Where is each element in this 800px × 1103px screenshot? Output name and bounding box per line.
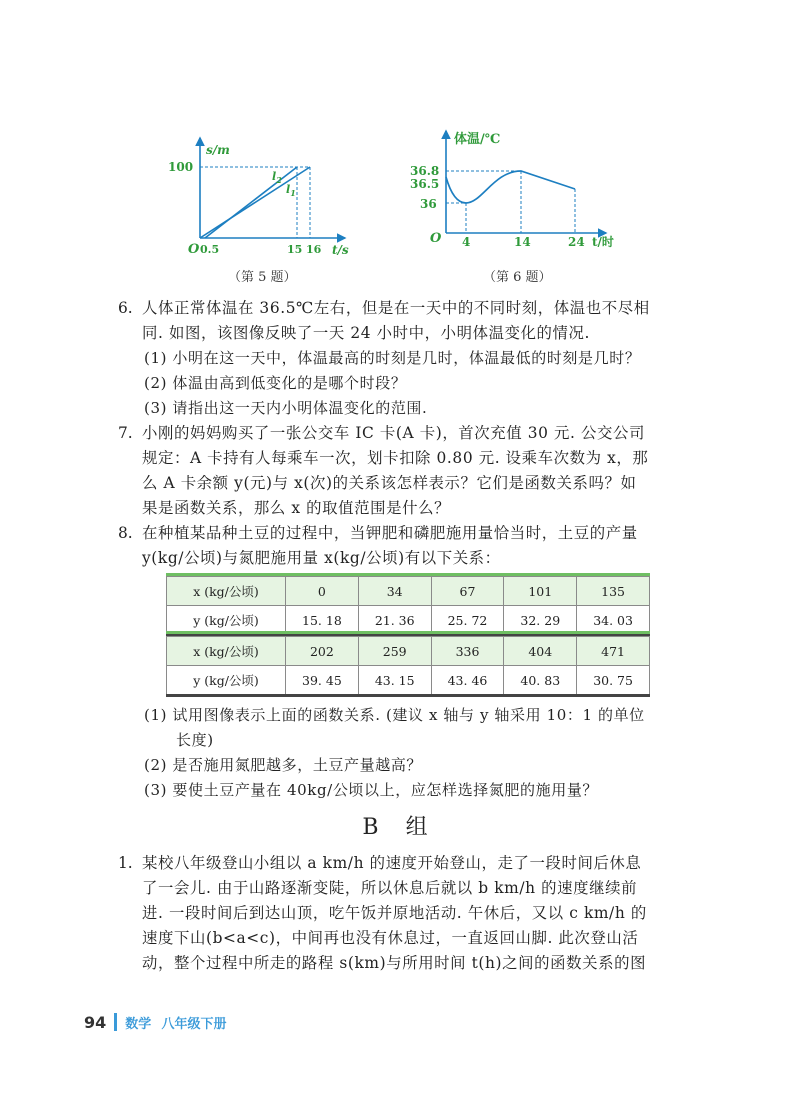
table-cell: 135 (577, 577, 650, 606)
table-cell: 0 (286, 577, 359, 606)
y-axis-label: s/m (206, 143, 230, 157)
table-cell: 67 (431, 577, 504, 606)
figure-6-graph (410, 125, 635, 260)
question-7-line-1: 小刚的妈妈购买了一张公交车 IC 卡(A 卡)，首次充值 30 元. 公交公司 (142, 424, 645, 442)
question-6-sub-3: (3) 请指出这一天内小明体温变化的范围. (144, 399, 428, 417)
origin-label: O (430, 231, 442, 246)
footer-divider (114, 1013, 117, 1031)
question-7-line-3: 么 A 卡余额 y(元)与 x(次)的关系该怎样表示？它们是函数关系吗？如 (142, 474, 637, 492)
b-question-1-number: 1. (118, 854, 133, 872)
question-8-sub-1: (1) 试用图像表示上面的函数关系. (建议 x 轴与 y 轴采用 10：1 的单位 (144, 706, 645, 724)
table-row-x (167, 637, 650, 666)
table-bottom-rule (166, 694, 650, 697)
row-label-y: y (kg/公顷) (167, 666, 286, 695)
question-6-sub-2: (2) 体温由高到低变化的是哪个时段？ (144, 374, 407, 392)
figure-5-graph (160, 130, 370, 260)
question-6-line-1: 人体正常体温在 36.5℃左右，但是在一天中的不同时刻，体温也不尽相 (142, 299, 650, 317)
data-table-part-2 (166, 636, 650, 695)
page-footer (84, 1013, 226, 1033)
table-cell: 34 (358, 577, 431, 606)
row-label-x: x (kg/公顷) (167, 637, 286, 666)
line-l1 (200, 167, 310, 238)
table-cell: 43. 15 (358, 666, 431, 695)
table-cell: 30. 75 (577, 666, 650, 695)
question-7-line-4: 果是函数关系，那么 x 的取值范围是什么？ (142, 499, 451, 517)
y-tick-100: 100 (168, 160, 194, 174)
table-cell: 15. 18 (286, 606, 359, 635)
table-cell: 43. 46 (431, 666, 504, 695)
table-cell: 39. 45 (286, 666, 359, 695)
question-6-sub-1: (1) 小明在这一天中，体温最高的时刻是几时，体温最低的时刻是几时？ (144, 349, 641, 367)
table-cell: 101 (504, 577, 577, 606)
x-tick-0-5: 0.5 (200, 243, 220, 256)
b-question-1-line-4: 速度下山(b<a<c)，中间再也没有休息过，一直返回山脚. 此次登山活 (142, 929, 639, 947)
table-row-y (167, 666, 650, 695)
table-mid-green-rule (166, 631, 650, 634)
figure-6-caption: （第 6 题） (483, 270, 552, 285)
question-8-line-2: y(kg/公顷)与氮肥施用量 x(kg/公顷)有以下关系： (142, 549, 501, 567)
b-question-1-line-3: 进. 一段时间后到达山顶，吃午饭并原地活动. 午休后，又以 c km/h 的 (142, 904, 647, 922)
question-6-number: 6. (118, 299, 133, 317)
question-7-line-2: 规定：A 卡持有人每乘车一次，划卡扣除 0.80 元. 设乘车次数为 x，那 (142, 449, 649, 467)
footer-book: 八年级下册 (161, 1017, 227, 1032)
table-cell: 471 (577, 637, 650, 666)
y-tick-36-5: 36.5 (410, 177, 440, 191)
b-question-1-line-5: 动，整个过程中所走的路程 s(km)与所用时间 t(h)之间的函数关系的图 (142, 954, 647, 972)
question-6-line-2: 同. 如图，该图像反映了一天 24 小时中，小明体温变化的情况. (142, 324, 591, 342)
b-question-1-line-1: 某校八年级登山小组以 a km/h 的速度开始登山，走了一段时间后休息 (142, 854, 642, 872)
line-label-l1: $l_1$ (286, 183, 296, 198)
x-tick-24: 24 (568, 235, 585, 249)
question-8-number: 8. (118, 524, 133, 542)
question-7-number: 7. (118, 424, 133, 442)
question-8-sub-1-cont: 长度) (176, 731, 214, 749)
line-l2 (205, 167, 297, 238)
x-tick-16: 16 (306, 243, 322, 256)
table-cell: 34. 03 (577, 606, 650, 635)
table-cell: 336 (431, 637, 504, 666)
row-label-y: y (kg/公顷) (167, 606, 286, 635)
table-cell: 32. 29 (504, 606, 577, 635)
table-cell: 25. 72 (431, 606, 504, 635)
y-tick-36-8: 36.8 (410, 164, 440, 178)
origin-label: O (188, 242, 200, 257)
line-label-l2: $l_2$ (272, 170, 282, 185)
table-cell: 202 (286, 637, 359, 666)
figure-5-caption: （第 5 题） (228, 270, 297, 285)
table-cell: 259 (358, 637, 431, 666)
table-cell: 404 (504, 637, 577, 666)
x-axis-label: t/s (332, 243, 349, 257)
table-cell: 40. 83 (504, 666, 577, 695)
footer-subject: 数学 (125, 1017, 152, 1032)
table-cell: 21. 36 (358, 606, 431, 635)
x-axis-label: t/时 (592, 235, 614, 249)
y-tick-36: 36 (420, 197, 437, 211)
temperature-curve (446, 171, 575, 203)
y-axis-label: 体温/℃ (454, 132, 501, 147)
x-tick-4: 4 (462, 235, 471, 249)
x-tick-14: 14 (514, 235, 531, 249)
table-row-x (167, 577, 650, 606)
b-question-1-line-2: 了一会儿. 由于山路逐渐变陡，所以休息后就以 b km/h 的速度继续前 (142, 879, 638, 897)
page-number: 94 (84, 1013, 107, 1032)
data-table-part-1 (166, 576, 650, 635)
section-title-b: B 组 (362, 815, 438, 840)
x-tick-15: 15 (287, 243, 303, 256)
question-8-sub-2: (2) 是否施用氮肥越多，土豆产量越高？ (144, 756, 423, 774)
row-label-x: x (kg/公顷) (167, 577, 286, 606)
question-8-sub-3: (3) 要使土豆产量在 40kg/公顷以上，应怎样选择氮肥的施用量？ (144, 781, 599, 799)
question-8-line-1: 在种植某品种土豆的过程中，当钾肥和磷肥施用量恰当时，土豆的产量 (142, 524, 638, 542)
